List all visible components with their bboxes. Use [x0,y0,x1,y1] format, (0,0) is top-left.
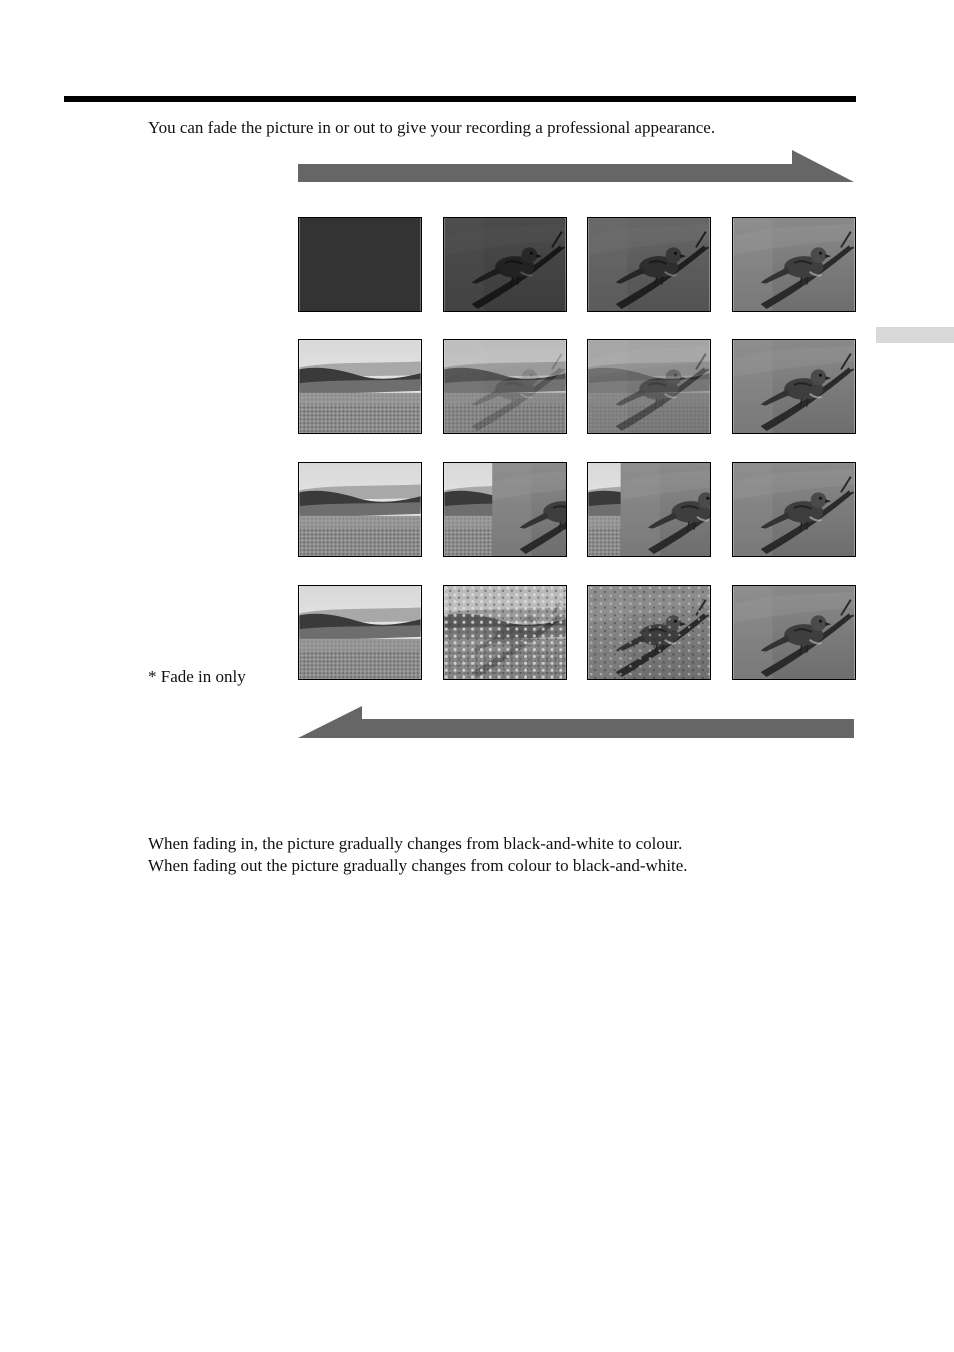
frame-bird [732,217,856,312]
footnote: * Fade in only [148,667,246,686]
frame-bird [732,339,856,434]
frame-landscape [298,585,422,680]
frame-bird [732,462,856,557]
description-line: When fading in, the picture gradually changes from black-and-white to colour. [148,834,683,853]
frame-landscape [298,339,422,434]
frame-landscape-bird-strip-narrow [443,462,567,557]
arrow-right-icon [298,150,856,184]
frame-landscape-bird-strip-wide [587,462,711,557]
frame-black [298,217,422,312]
top-rule [64,96,856,102]
frame-bird-mosaic [587,585,711,680]
frame-bird-landscape-blend [587,339,711,434]
frame-bird [732,585,856,680]
arrow-left-icon [298,706,856,740]
description-line: When fading out the picture gradually changes from colour to black-and-white. [148,856,688,875]
frame-landscape-bird-blend [443,339,567,434]
frame-bird-dark [443,217,567,312]
frame-landscape-mosaic [443,585,567,680]
fade-description [148,833,688,877]
frame-landscape [298,462,422,557]
intro-text: You can fade the picture in or out to give your recording a professional appearance. [148,118,716,137]
frame-bird-mid [587,217,711,312]
section-tab [876,327,954,343]
